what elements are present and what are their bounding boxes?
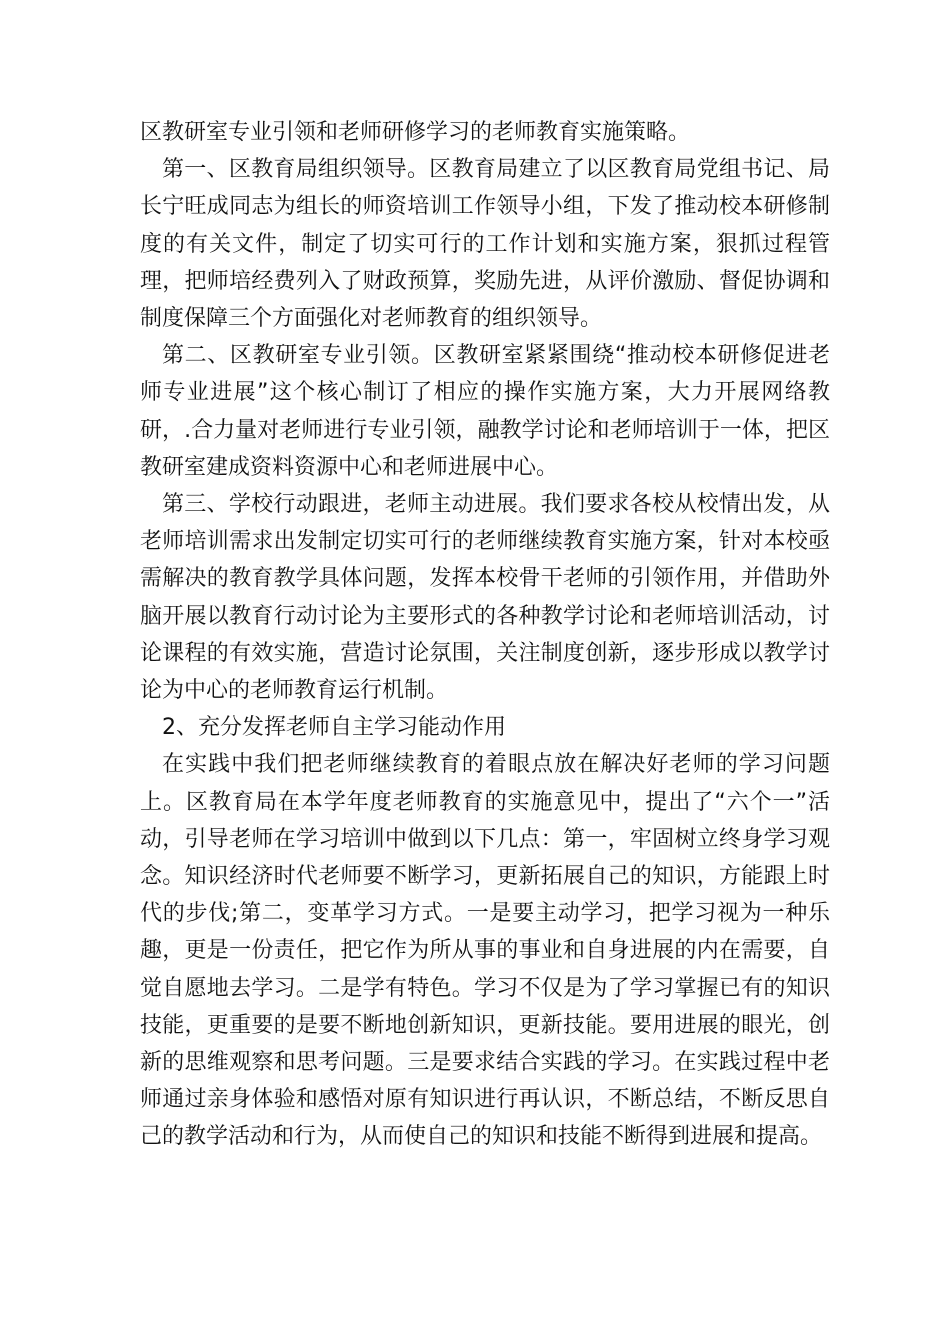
paragraph-first: 第一、区教育局组织领导。区教育局建立了以区教育局党组书记、局长宁旺成同志为组长的师资培训工作领导小组，下发了推动校本研修制度的有关文件，制定了切实可行的工作计划和实施方案，狠抓过程管理，把师培经费列入了财政预算，奖励先进，从评价激励、督促协调和制度保障三个方面强化对老师教育的组织领导。 — [140, 157, 830, 332]
paragraph-self-study: 在实践中我们把老师继续教育的着眼点放在解决好老师的学习问题上。区教育局在本学年度老师教育的实施意见中，提出了“六个一”活动，引导老师在学习培训中做到以下几点：第一，牢固树立终身学习观念。知识经济时代老师要不断学习，更新拓展自己的知识，方能跟上时代的步伐;第二，变革学习方式。一是要主动学习，把学习视为一种乐趣，更是一份责任，把它作为所从事的事业和自身进展的内在需要，自觉自愿地去学习。二是学有特色。学习不仅是为了学习掌握已有的知识技能，更重要的是要不断地创新知识，更新技能。要用进展的眼光，创新的思维观察和思考问题。三是要求结合实践的学习。在实践过程中老师通过亲身体验和感悟对原有知识进行再认识，不断总结，不断反思自己的教学活动和行为，从而使自己的知识和技能不断得到进展和提高。 — [140, 752, 830, 1150]
paragraph-third: 第三、学校行动跟进，老师主动进展。我们要求各校从校情出发，从老师培训需求出发制定切实可行的老师继续教育实施方案，针对本校亟需解决的教育教学具体问题，发挥本校骨干老师的引领作用，并借助外脑开展以教育行动讨论为主要形式的各种教学讨论和老师培训活动，讨论课程的有效实施，营造讨论氛围，关注制度创新，逐步形成以教学讨论为中心的老师教育运行机制。 — [140, 492, 830, 704]
section-heading: 2、充分发挥老师自主学习能动作用 — [162, 715, 506, 741]
paragraph-second: 第二、区教研室专业引领。区教研室紧紧围绕“推动校本研修促进老师专业进展”这个核心制订了相应的操作实施方案，大力开展网络教研，.合力量对老师进行专业引领，融教学讨论和老师培训于一体，把区教研室建成资料资源中心和老师进展中心。 — [140, 343, 830, 480]
paragraph-continuation: 区教研室专业引领和老师研修学习的老师教育实施策略。 — [140, 120, 691, 145]
document-body — [140, 114, 830, 1156]
